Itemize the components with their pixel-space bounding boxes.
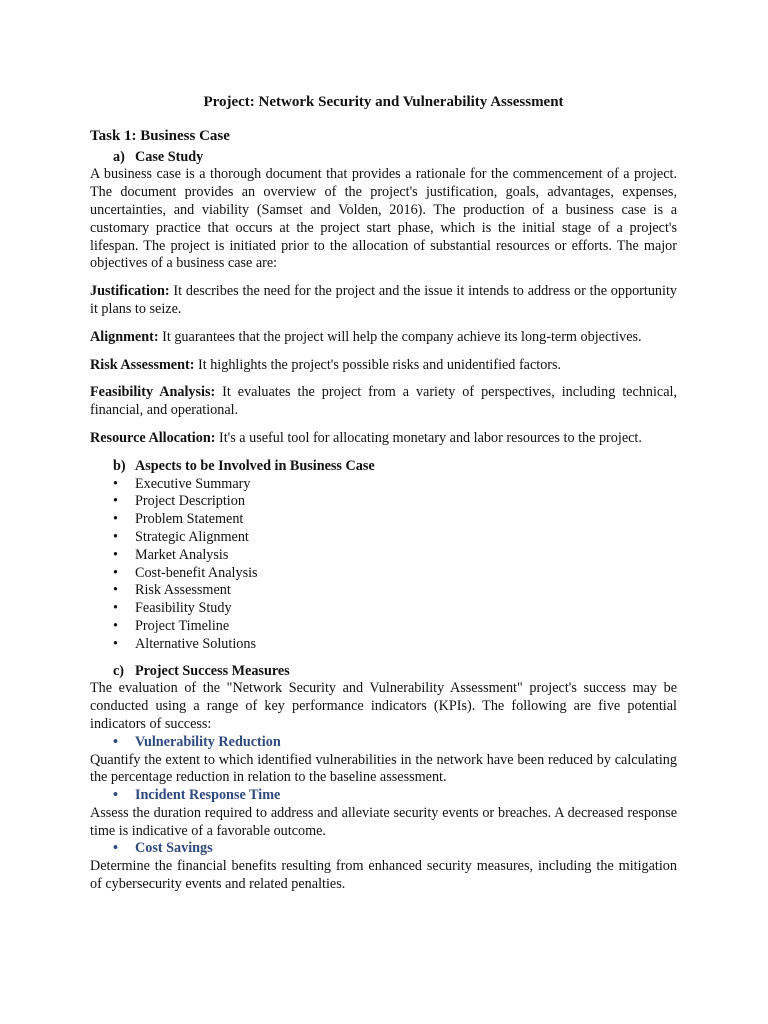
bullet-icon: • xyxy=(113,840,118,857)
kpi-heading xyxy=(90,787,677,805)
kpi-title: Incident Response Time xyxy=(135,787,281,804)
list-item-text: Risk Assessment xyxy=(135,582,231,599)
list-item-text: Feasibility Study xyxy=(135,600,232,617)
list-item xyxy=(90,565,677,583)
list-item-text: Market Analysis xyxy=(135,546,229,563)
list-item-text: Project Description xyxy=(135,493,245,510)
list-item-text: Alternative Solutions xyxy=(135,635,256,652)
kpi-heading xyxy=(90,840,677,858)
list-item-text: Executive Summary xyxy=(135,475,251,492)
case-study-heading xyxy=(90,149,677,167)
bullet-icon: • xyxy=(113,546,118,563)
aspects-list xyxy=(90,476,677,654)
bullet-icon: • xyxy=(113,582,118,599)
bullet-icon: • xyxy=(113,511,118,528)
list-item-text: Strategic Alignment xyxy=(135,528,249,545)
case-study-label: a) xyxy=(113,148,125,165)
bullet-icon: • xyxy=(113,787,118,804)
objective-term: Risk Assessment: xyxy=(90,356,195,373)
aspects-title: Aspects to be Involved in Business Case xyxy=(135,457,375,474)
list-item xyxy=(90,582,677,600)
list-item xyxy=(90,547,677,565)
objective-text: It guarantees that the project will help the company achieve its long-term objectives. xyxy=(158,328,642,345)
success-intro: The evaluation of the "Network Security and Vulnerability Assessment" project's success may be conducted using a range of key performance indicators (KPIs). The following are five potential indicators of success: xyxy=(90,680,677,732)
document-body xyxy=(90,94,677,894)
kpi-title: Cost Savings xyxy=(135,840,213,857)
objective-text: It highlights the project's possible risks and unidentified factors. xyxy=(194,356,562,373)
objective-paragraph xyxy=(90,430,677,448)
objective-text: It describes the need for the project and the issue it intends to address or the opportunity it plans to seize. xyxy=(90,283,677,317)
list-item xyxy=(90,493,677,511)
objective-paragraph xyxy=(90,384,677,420)
success-heading xyxy=(90,663,677,681)
bullet-icon: • xyxy=(113,733,118,750)
objective-paragraph xyxy=(90,283,677,319)
case-study-title: Case Study xyxy=(135,148,204,165)
kpi-description: Assess the duration required to address and alleviate security events or breaches. A decreased response time is indicative of a favorable outcome. xyxy=(90,804,677,839)
list-item xyxy=(90,511,677,529)
success-title: Project Success Measures xyxy=(135,662,290,679)
list-item xyxy=(90,636,677,654)
bullet-icon: • xyxy=(113,493,118,510)
objective-paragraph xyxy=(90,357,677,375)
list-item xyxy=(90,529,677,547)
kpi-description: Quantify the extent to which identified vulnerabilities in the network have been reduced by calculating the percentage reduction in relation to the baseline assessment. xyxy=(90,751,677,786)
objective-term: Justification: xyxy=(90,283,170,300)
aspects-heading xyxy=(90,458,677,476)
kpi-title: Vulnerability Reduction xyxy=(135,733,281,750)
page-title: Project: Network Security and Vulnerability Assessment xyxy=(203,94,564,110)
case-study-intro: A business case is a thorough document that provides a rationale for the commencement of a project. The document provides an overview of the project's justification, goals, advantages, expenses, uncertainties, and viability (Samset and Volden, 2016). The production of a business case is a customary practice that occurs at the project start phase, which is the initial stage of a project's lifespan. The project is initiated prior to the allocation of substantial resources or efforts. The major objectives of a business case are: xyxy=(90,166,677,272)
bullet-icon: • xyxy=(113,528,118,545)
bullet-icon: • xyxy=(113,600,118,617)
kpi-description: Determine the financial benefits resulting from enhanced security measures, including the mitigation of cybersecurity events and related penalties. xyxy=(90,858,677,893)
list-item xyxy=(90,600,677,618)
objective-term: Feasibility Analysis: xyxy=(90,384,216,401)
success-label: c) xyxy=(113,662,125,679)
bullet-icon: • xyxy=(113,635,118,652)
objective-term: Alignment: xyxy=(90,328,159,345)
list-item xyxy=(90,476,677,494)
kpi-heading xyxy=(90,734,677,752)
bullet-icon: • xyxy=(113,475,118,492)
list-item-text: Cost-benefit Analysis xyxy=(135,564,258,581)
bullet-icon: • xyxy=(113,564,118,581)
objective-text: It's a useful tool for allocating monetary and labor resources to the project. xyxy=(215,429,642,446)
list-item-text: Project Timeline xyxy=(135,617,230,634)
aspects-label: b) xyxy=(113,457,126,474)
task1-heading: Task 1: Business Case xyxy=(90,127,230,144)
bullet-icon: • xyxy=(113,617,118,634)
list-item xyxy=(90,618,677,636)
objective-paragraph xyxy=(90,329,677,347)
list-item-text: Problem Statement xyxy=(135,511,244,528)
objective-text: It evaluates the project from a variety of perspectives, including technical, financial, and operational. xyxy=(90,384,677,419)
objective-term: Resource Allocation: xyxy=(90,429,216,446)
